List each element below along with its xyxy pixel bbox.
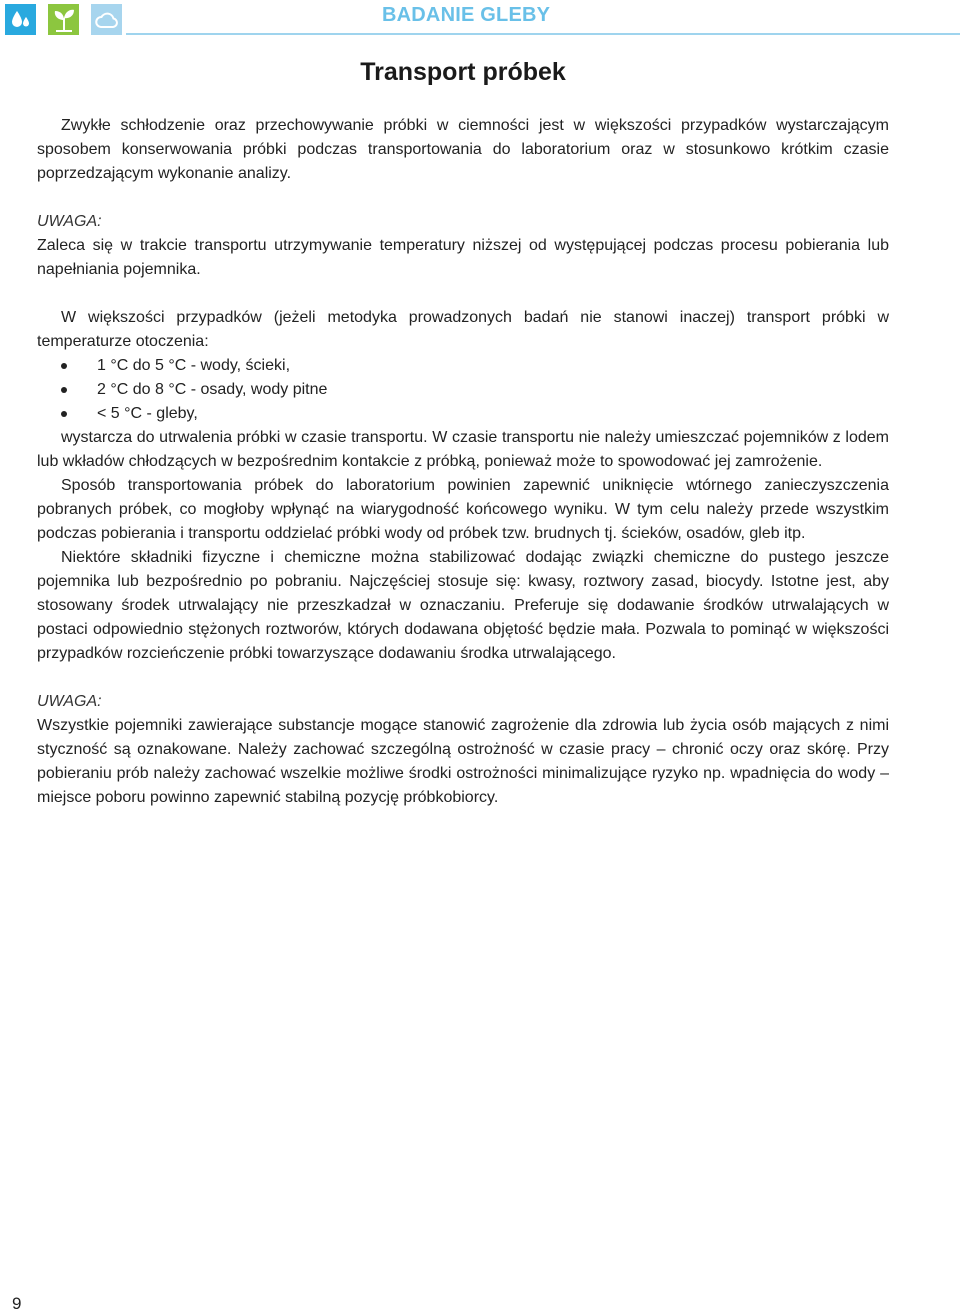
page-number: 9 bbox=[12, 1294, 22, 1313]
warning-text: Wszystkie pojemniki zawierające substancje mogące stanowić zagrożenie dla zdrowia lub życia osób mających z nimi styczność są oznakowane. Należy zachować szczególną ostrożność w czasie pracy – chronić oczy oraz skórę. Przy pobieraniu prób należy zachować wszelkie możliwe środki ostrożności minimalizujące ryzyko np. wpadnięcia do wody – miejsce poboru powinno zapewnić stabilną pozycję próbkobiorcy. bbox=[37, 717, 889, 806]
note-label: UWAGA: bbox=[37, 213, 102, 230]
paragraph-contamination: Sposób transportowania próbek do laboratorium powinien zapewnić uniknięcie wtórnego zanieczyszczenia pobranych próbek, co mogłoby wpłynąć na wiarygodność końcowego wyniku. W tym celu należy przede wszystkim podczas pobierania i transportu oddzielać próbki wody od próbek tzw. brudnych tj. ścieków, osadów, gleb itp. bbox=[37, 477, 889, 542]
warning-label: UWAGA: bbox=[37, 693, 102, 710]
header-rule bbox=[126, 33, 960, 35]
paragraph-stabilization: Niektóre składniki fizyczne i chemiczne można stabilizować dodając związki chemiczne do pustego jeszcze pojemnika lub bezpośrednio po pobraniu. Najczęściej stosuje się: kwasy, roztwory zasad, biocydy. Istotne jest, aby stosowany środek utrwalający nie przeszkadzał w oznaczaniu. Preferuje się dodawanie środków utrwalających w postaci odpowiednio stężonych roztworów, których dodawana objętość będzie mała. Pozwala to pominąć w większości przypadków rozcieńczenie próbki towarzyszące dodawaniu środka utrwalającego. bbox=[37, 549, 889, 662]
note-text: Zaleca się w trakcie transportu utrzymywanie temperatury niższej od występującej podczas procesu pobierania lub napełniania pojemnika. bbox=[37, 237, 889, 278]
plant-icon bbox=[48, 4, 79, 35]
list-item: < 5 °C - gleby, bbox=[37, 402, 889, 426]
paragraph-transport: wystarcza do utrwalenia próbki w czasie transportu. W czasie transportu nie należy umieszczać pojemników z lodem lub wkładów chłodzących w bezpośrednim kontakcie z próbką, ponieważ może to spowodować jej zamrożenie. bbox=[37, 429, 889, 470]
list-item: 1 °C do 5 °C - wody, ścieki, bbox=[37, 354, 889, 378]
temperature-list bbox=[37, 354, 889, 426]
list-item: 2 °C do 8 °C - osady, wody pitne bbox=[37, 378, 889, 402]
cloud-icon bbox=[91, 4, 122, 35]
document-body bbox=[37, 114, 889, 810]
page-header bbox=[0, 0, 960, 40]
page-title: Transport próbek bbox=[360, 58, 566, 86]
paragraph-temperature: W większości przypadków (jeżeli metodyka prowadzonych badań nie stanowi inaczej) transport próbki w temperaturze otoczenia: bbox=[37, 309, 889, 350]
paragraph-intro: Zwykłe schłodzenie oraz przechowywanie próbki w ciemności jest w większości przypadków wystarczającym sposobem konserwowania próbki podczas transportowania do laboratorium oraz w stosunkowo krótkim czasie poprzedzającym wykonanie analizy. bbox=[37, 117, 889, 182]
water-drops-icon bbox=[5, 4, 36, 35]
section-title: BADANIE GLEBY bbox=[382, 4, 551, 26]
